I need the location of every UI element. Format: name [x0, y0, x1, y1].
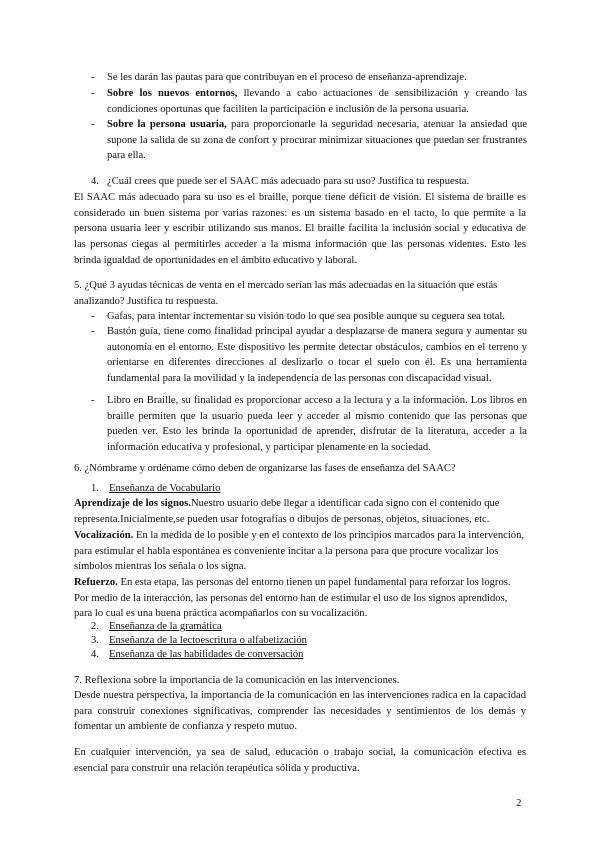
q5-question: 5. ¿Qué 3 ayudas técnicas de venta en el mercado serían las más adecuadas en la situación que estás analizando? Justifica tu respuesta. — [74, 280, 498, 307]
q5-item-3: Libro en Braille, su finalidad es proporcionar acceso a la lectura y a la información. Los libros en braille permiten que la usuario pueda leer y acceder al mismo contenido que las personas que pueden ver. Esto les brinda la oportunidad de aprender, disfrutar de la literatura, acceder a la información educativa y profesional, y participar plenamente en la sociedad. — [107, 395, 527, 454]
phase-number: 2. — [91, 621, 99, 632]
bullet-dash: - — [91, 119, 95, 130]
q4-question: ¿Cuál crees que puede ser el SAAC más adecuado para su uso? Justifica tu respuesta. — [107, 176, 470, 187]
list1-item-1: Se les darán las pautas para que contribuyan en el proceso de enseñanza-aprendizaje. — [107, 72, 467, 83]
q6-question: 6. ¿Nómbrame y ordéname cómo deben de organizarse las fases de enseñanza del SAAC? — [74, 463, 456, 474]
phase-number: 1. — [91, 483, 99, 494]
refuerzo-paragraph: Refuerzo. En esta etapa, las personas del entorno tienen un papel fundamental para reforzar los logros. Por medio de la interacción, las personas del entorno han de estimular el uso de los signos aprendidos, para lo cual es una buena práctica acompañarlos con su vocalización. — [74, 577, 511, 620]
q7-question: 7. Reflexiona sobre la importancia de la comunicación en las intervenciones. — [74, 675, 400, 686]
phase-3-label: Enseñanza de la lectoescritura o alfabetización — [109, 635, 307, 646]
q4-answer: El SAAC más adecuado para su uso es el braille, porque tiene déficit de visión. El sistema de braille es considerado un buen sistema por varias razones: es un sistema basado en el tacto, lo que permite a la persona usuaria leer y escribir utilizando sus manos. El braille facilita la inclusión social y educativa de las personas ciegas al permitirles acceder a la misma información que las personas videntes. Esto les brinda igualdad de oportunidades en el ámbito educativo y laboral. — [74, 192, 526, 266]
q7-paragraph-2: En cualquier intervención, ya sea de salud, educación o trabajo social, la comunicación efectiva es esencial para construir una relación terapéutica sólida y productiva. — [74, 747, 526, 774]
vocalizacion-paragraph: Vocalización. En la medida de lo posible y en el contexto de los principios marcados para la intervención, para estimular el habla espontánea es conveniente incitar a la persona para que procure vocalizar los símbolos mientras los señala o los signa. — [74, 530, 525, 573]
list1-item-2: Sobre los nuevos entornos, llevando a cabo actuaciones de sensibilización y creando las condiciones oportunas que faciliten la participación e inclusión de la persona usuaria. — [107, 88, 527, 115]
bullet-dash: - — [91, 326, 95, 337]
signos-paragraph: Aprendizaje de los signos.Nuestro usuario debe llegar a identificar cada signo con el contenido que representa.Inicialmente,se pueden usar fotografías o dibujos de personas, objetos, situaciones, etc. — [74, 498, 500, 525]
phase-number: 4. — [91, 649, 99, 660]
page-number: 2 — [516, 797, 522, 809]
phase-number: 3. — [91, 635, 99, 646]
phase-2-label: Enseñanza de la gramática — [109, 621, 222, 632]
phase-4-label: Enseñanza de las habilidades de conversación — [109, 649, 304, 660]
bullet-dash: - — [91, 395, 95, 406]
q5-item-1: Gafas, para intentar incrementar su visión todo lo que sea posible aunque su ceguera sea total. — [107, 311, 506, 322]
bullet-dash: - — [91, 72, 95, 83]
q4-number: 4. — [91, 176, 99, 187]
phase-1-label: Enseñanza de Vocabulario — [109, 483, 221, 494]
q7-paragraph-1: Desde nuestra perspectiva, la importancia de la comunicación en las intervenciones radica en la capacidad para construir conexiones significativas, comprender las necesidades y sentimientos de los demás y fomentar un ambiente de confianza y respeto mutuo. — [74, 690, 526, 733]
q5-item-2: Bastón guía, tiene como finalidad principal ayudar a desplazarse de manera segura y aumentar su autonomía en el entorno. Este dispositivo les permite detectar obstáculos, cambios en el terreno y orientarse en diferentes direcciones al deslizarlo o tocar el suelo con él. Es una herramienta fundamental para la movilidad y la independencia de las personas con discapacidad visual. — [107, 326, 527, 385]
bullet-dash: - — [91, 88, 95, 99]
bullet-dash: - — [91, 311, 95, 322]
list1-item-3: Sobre la persona usuaria, para proporcionarle la seguridad necesaria, atenuar la ansiedad que supone la salida de su zona de confort y procurar minimizar situaciones que puedan ser frustrantes para ella. — [107, 119, 527, 162]
